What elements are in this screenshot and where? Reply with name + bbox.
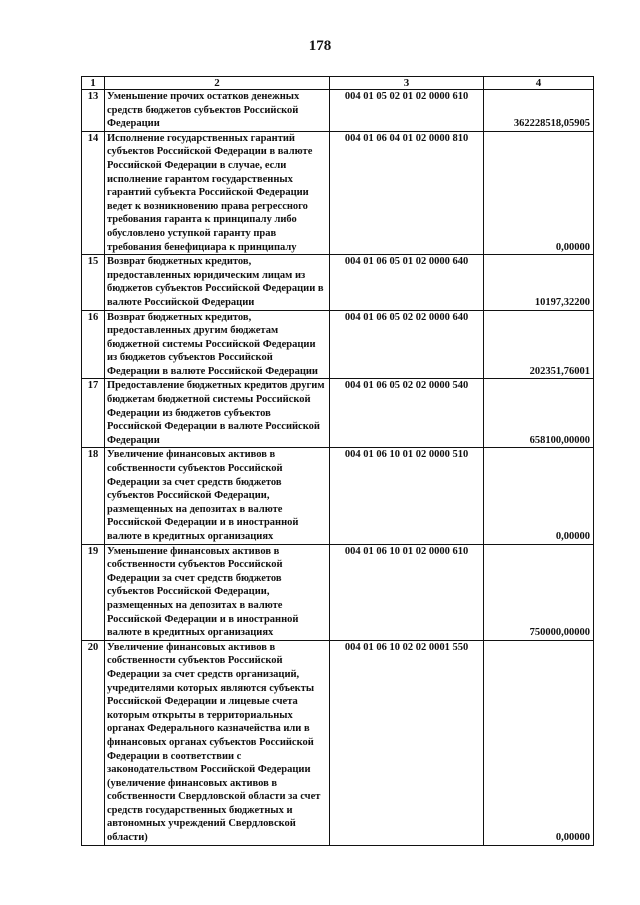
row-code: 004 01 06 10 01 02 0000 510 xyxy=(330,448,484,544)
row-code: 004 01 06 05 02 02 0000 540 xyxy=(330,379,484,448)
row-amount: 658100,00000 xyxy=(484,379,594,448)
table-row xyxy=(82,448,594,544)
row-description: Увеличение финансовых активов в собственности субъектов Российской Федерации за счет средств бюджетов субъектов Российской Федерации, размещенных на депозитах в валюте Российской Федерации и в иностранной валюте в кредитных организациях xyxy=(105,448,330,544)
row-amount: 0,00000 xyxy=(484,131,594,254)
budget-sources-table xyxy=(81,76,594,846)
row-amount: 0,00000 xyxy=(484,448,594,544)
row-number: 14 xyxy=(82,131,105,254)
table-row xyxy=(82,310,594,379)
row-number: 19 xyxy=(82,544,105,640)
row-amount: 0,00000 xyxy=(484,640,594,845)
row-amount: 10197,32200 xyxy=(484,255,594,310)
row-description: Возврат бюджетных кредитов, предоставленных юридическим лицам из бюджетов субъектов Российской Федерации в валюте Российской Федерации xyxy=(105,255,330,310)
header-col-1: 1 xyxy=(82,77,105,90)
row-code: 004 01 06 10 01 02 0000 610 xyxy=(330,544,484,640)
row-number: 15 xyxy=(82,255,105,310)
header-col-4: 4 xyxy=(484,77,594,90)
table-row xyxy=(82,90,594,132)
page-number: 178 xyxy=(308,38,332,54)
row-code: 004 01 05 02 01 02 0000 610 xyxy=(330,90,484,132)
row-description: Уменьшение прочих остатков денежных средств бюджетов субъектов Российской Федерации xyxy=(105,90,330,132)
row-amount: 362228518,05905 xyxy=(484,90,594,132)
header-col-2: 2 xyxy=(105,77,330,90)
row-description: Увеличение финансовых активов в собственности субъектов Российской Федерации за счет средств организаций, учредителями которых являются субъекты Российской Федерации и лицевые счета которым открыты в территориальных органах Федерального казначейства или в финансовых органах субъектов Российской Федерации в соответствии с законодательством Российской Федерации (увеличение финансовых активов в собственности Свердловской области за счет средств государственных бюджетных и автономных учреждений Свердловской области) xyxy=(105,640,330,845)
row-code: 004 01 06 10 02 02 0001 550 xyxy=(330,640,484,845)
row-amount: 750000,00000 xyxy=(484,544,594,640)
row-description: Исполнение государственных гарантий субъектов Российской Федерации в валюте Российской Федерации в случае, если исполнение гарантом государственных гарантий субъекта Российской Федерации ведет к возникновению права регрессного требования гаранта к принципалу либо обусловлено уступкой гаранту прав требования бенефициара к принципалу xyxy=(105,131,330,254)
row-number: 13 xyxy=(82,90,105,132)
table-row xyxy=(82,544,594,640)
row-number: 20 xyxy=(82,640,105,845)
header-col-3: 3 xyxy=(330,77,484,90)
table-row xyxy=(82,255,594,310)
row-code: 004 01 06 05 01 02 0000 640 xyxy=(330,255,484,310)
table-row xyxy=(82,379,594,448)
row-code: 004 01 06 04 01 02 0000 810 xyxy=(330,131,484,254)
row-code: 004 01 06 05 02 02 0000 640 xyxy=(330,310,484,379)
row-amount: 202351,76001 xyxy=(484,310,594,379)
table-row xyxy=(82,640,594,845)
table-row xyxy=(82,131,594,254)
row-number: 16 xyxy=(82,310,105,379)
row-description: Возврат бюджетных кредитов, предоставленных другим бюджетам бюджетной системы Российской Федерации из бюджетов субъектов Российской Федерации в валюте Российской Федерации xyxy=(105,310,330,379)
row-description: Предоставление бюджетных кредитов другим бюджетам бюджетной системы Российской Федерации из бюджетов субъектов Российской Федерации в валюте Российской Федерации xyxy=(105,379,330,448)
row-number: 17 xyxy=(82,379,105,448)
table-header-row xyxy=(82,77,594,90)
row-description: Уменьшение финансовых активов в собственности субъектов Российской Федерации за счет средств бюджетов субъектов Российской Федерации, размещенных на депозитах в валюте Российской Федерации и в иностранной валюте в кредитных организациях xyxy=(105,544,330,640)
row-number: 18 xyxy=(82,448,105,544)
